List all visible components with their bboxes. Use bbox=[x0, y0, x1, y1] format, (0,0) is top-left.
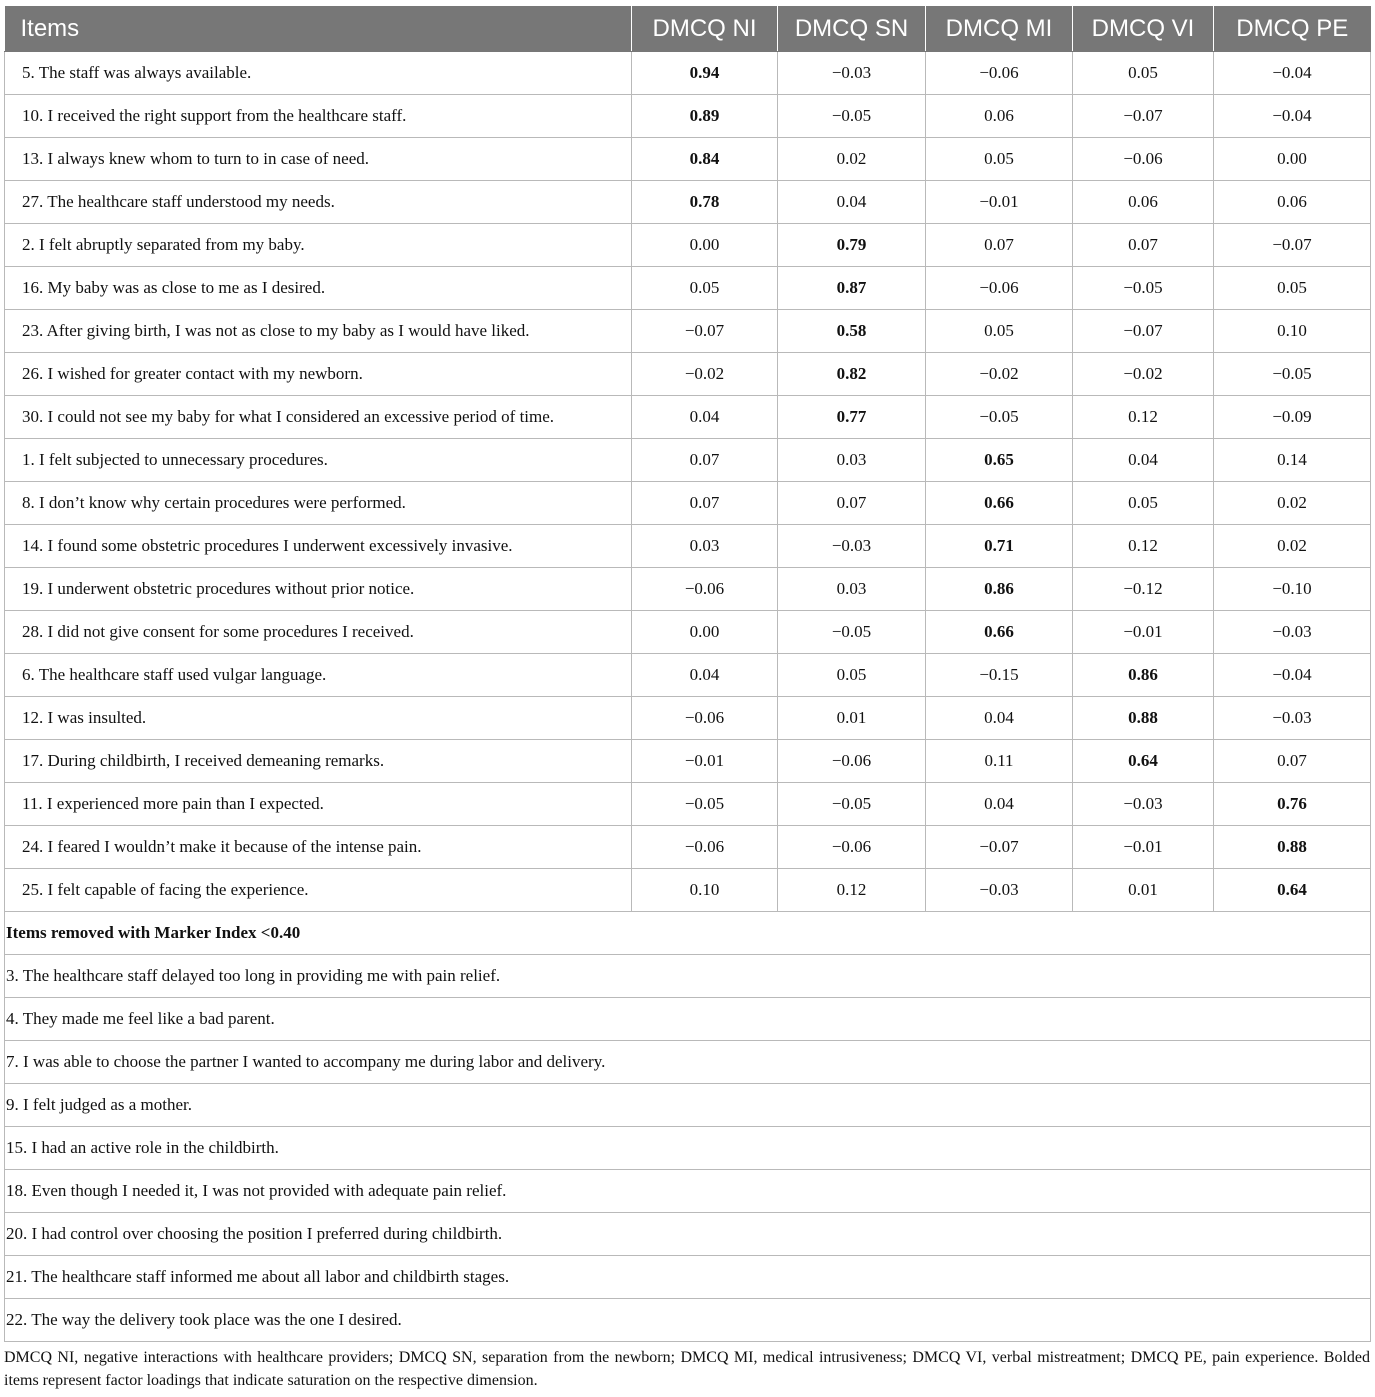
loading-value: 0.64 bbox=[1214, 869, 1371, 912]
item-label: 27. The healthcare staff understood my needs. bbox=[5, 181, 632, 224]
item-label: 30. I could not see my baby for what I considered an excessive period of time. bbox=[5, 396, 632, 439]
removed-item-row bbox=[5, 998, 1371, 1041]
loading-value: −0.06 bbox=[632, 826, 778, 869]
loading-value: 0.07 bbox=[926, 224, 1073, 267]
loading-value: 0.86 bbox=[1073, 654, 1214, 697]
item-label: 23. After giving birth, I was not as close to my baby as I would have liked. bbox=[5, 310, 632, 353]
loading-value: 0.58 bbox=[778, 310, 926, 353]
loading-value: 0.07 bbox=[1073, 224, 1214, 267]
table-row bbox=[5, 267, 1371, 310]
table-row bbox=[5, 482, 1371, 525]
column-header-ni: DMCQ NI bbox=[632, 6, 778, 52]
items-column-header: Items bbox=[5, 6, 632, 52]
loading-value: 0.04 bbox=[926, 783, 1073, 826]
table-row bbox=[5, 439, 1371, 482]
item-label: 28. I did not give consent for some procedures I received. bbox=[5, 611, 632, 654]
loading-value: 0.14 bbox=[1214, 439, 1371, 482]
loading-value: −0.02 bbox=[926, 353, 1073, 396]
loading-value: −0.05 bbox=[778, 783, 926, 826]
removed-section-row bbox=[5, 912, 1371, 955]
loading-value: −0.04 bbox=[1214, 52, 1371, 95]
column-header-mi: DMCQ MI bbox=[926, 6, 1073, 52]
loading-value: 0.64 bbox=[1073, 740, 1214, 783]
loading-value: 0.65 bbox=[926, 439, 1073, 482]
loading-value: 0.87 bbox=[778, 267, 926, 310]
loading-value: 0.04 bbox=[1073, 439, 1214, 482]
loading-value: 0.03 bbox=[778, 568, 926, 611]
loading-value: −0.02 bbox=[632, 353, 778, 396]
loading-value: −0.06 bbox=[778, 826, 926, 869]
loading-value: 0.04 bbox=[778, 181, 926, 224]
table-header-row bbox=[5, 6, 1371, 52]
loading-value: 0.10 bbox=[1214, 310, 1371, 353]
removed-item-row bbox=[5, 1127, 1371, 1170]
item-label: 13. I always knew whom to turn to in case of need. bbox=[5, 138, 632, 181]
table-row bbox=[5, 826, 1371, 869]
loading-value: −0.01 bbox=[1073, 611, 1214, 654]
loading-value: −0.03 bbox=[778, 525, 926, 568]
item-label: 10. I received the right support from the healthcare staff. bbox=[5, 95, 632, 138]
column-header-pe: DMCQ PE bbox=[1214, 6, 1371, 52]
loading-value: −0.05 bbox=[778, 611, 926, 654]
loading-value: −0.06 bbox=[632, 568, 778, 611]
loading-value: 0.07 bbox=[632, 482, 778, 525]
loading-value: 0.03 bbox=[632, 525, 778, 568]
loading-value: −0.05 bbox=[778, 95, 926, 138]
table-row bbox=[5, 310, 1371, 353]
loading-value: 0.02 bbox=[1214, 525, 1371, 568]
table-row bbox=[5, 783, 1371, 826]
loading-value: 0.05 bbox=[1073, 482, 1214, 525]
table-row bbox=[5, 611, 1371, 654]
loading-value: −0.07 bbox=[1073, 95, 1214, 138]
loading-value: −0.06 bbox=[926, 267, 1073, 310]
table-row bbox=[5, 568, 1371, 611]
item-label: 26. I wished for greater contact with my newborn. bbox=[5, 353, 632, 396]
loading-value: 0.77 bbox=[778, 396, 926, 439]
loading-value: 0.04 bbox=[632, 654, 778, 697]
table-row bbox=[5, 869, 1371, 912]
removed-item-row bbox=[5, 1256, 1371, 1299]
loading-value: 0.66 bbox=[926, 482, 1073, 525]
loading-value: −0.07 bbox=[1214, 224, 1371, 267]
loading-value: −0.02 bbox=[1073, 353, 1214, 396]
loading-value: −0.10 bbox=[1214, 568, 1371, 611]
removed-item: 3. The healthcare staff delayed too long in providing me with pain relief. bbox=[5, 955, 1371, 998]
loading-value: 0.06 bbox=[1073, 181, 1214, 224]
loading-value: 0.05 bbox=[1214, 267, 1371, 310]
item-label: 5. The staff was always available. bbox=[5, 52, 632, 95]
item-label: 2. I felt abruptly separated from my baby. bbox=[5, 224, 632, 267]
removed-item-row bbox=[5, 955, 1371, 998]
item-label: 25. I felt capable of facing the experience. bbox=[5, 869, 632, 912]
loading-value: −0.05 bbox=[1073, 267, 1214, 310]
loading-value: 0.02 bbox=[1214, 482, 1371, 525]
loading-value: −0.01 bbox=[1073, 826, 1214, 869]
table-row bbox=[5, 396, 1371, 439]
loading-value: 0.12 bbox=[1073, 396, 1214, 439]
loading-value: 0.78 bbox=[632, 181, 778, 224]
removed-section-title: Items removed with Marker Index <0.40 bbox=[5, 912, 1371, 955]
loading-value: 0.02 bbox=[778, 138, 926, 181]
removed-item-row bbox=[5, 1170, 1371, 1213]
loading-value: 0.05 bbox=[1073, 52, 1214, 95]
loading-value: 0.04 bbox=[632, 396, 778, 439]
loading-value: 0.06 bbox=[1214, 181, 1371, 224]
loading-value: 0.86 bbox=[926, 568, 1073, 611]
removed-item: 22. The way the delivery took place was the one I desired. bbox=[5, 1299, 1371, 1342]
loading-value: 0.05 bbox=[632, 267, 778, 310]
loading-value: −0.05 bbox=[926, 396, 1073, 439]
loading-value: −0.12 bbox=[1073, 568, 1214, 611]
table-row bbox=[5, 52, 1371, 95]
loading-value: −0.04 bbox=[1214, 654, 1371, 697]
loading-value: 0.04 bbox=[926, 697, 1073, 740]
loading-value: −0.06 bbox=[778, 740, 926, 783]
loading-value: −0.05 bbox=[632, 783, 778, 826]
table-row bbox=[5, 353, 1371, 396]
loading-value: 0.05 bbox=[778, 654, 926, 697]
removed-item: 20. I had control over choosing the position I preferred during childbirth. bbox=[5, 1213, 1371, 1256]
loading-value: −0.03 bbox=[778, 52, 926, 95]
factor-loadings-table bbox=[4, 6, 1371, 1342]
loading-value: −0.06 bbox=[1073, 138, 1214, 181]
loading-value: 0.00 bbox=[632, 224, 778, 267]
loading-value: −0.03 bbox=[1214, 697, 1371, 740]
loading-value: −0.07 bbox=[632, 310, 778, 353]
loading-value: 0.79 bbox=[778, 224, 926, 267]
removed-item: 4. They made me feel like a bad parent. bbox=[5, 998, 1371, 1041]
loadings-table-wrapper bbox=[4, 6, 1370, 1342]
loading-value: −0.03 bbox=[926, 869, 1073, 912]
loading-value: −0.05 bbox=[1214, 353, 1371, 396]
table-row bbox=[5, 181, 1371, 224]
loading-value: −0.01 bbox=[926, 181, 1073, 224]
column-header-vi: DMCQ VI bbox=[1073, 6, 1214, 52]
table-row bbox=[5, 654, 1371, 697]
item-label: 12. I was insulted. bbox=[5, 697, 632, 740]
loading-value: −0.07 bbox=[926, 826, 1073, 869]
loading-value: 0.94 bbox=[632, 52, 778, 95]
item-label: 17. During childbirth, I received demeaning remarks. bbox=[5, 740, 632, 783]
loading-value: −0.15 bbox=[926, 654, 1073, 697]
table-row bbox=[5, 95, 1371, 138]
item-label: 14. I found some obstetric procedures I underwent excessively invasive. bbox=[5, 525, 632, 568]
table-footnote: DMCQ NI, negative interactions with healthcare providers; DMCQ SN, separation from the newborn; DMCQ MI, medical intrusiveness; DMCQ VI, verbal mistreatment; DMCQ PE, pain experience. Bolded items represent factor loadings that indicate saturation on the respective dimension. bbox=[4, 1349, 1370, 1389]
loading-value: 0.82 bbox=[778, 353, 926, 396]
loading-value: 0.07 bbox=[778, 482, 926, 525]
loading-value: 0.05 bbox=[926, 138, 1073, 181]
loading-value: 0.12 bbox=[1073, 525, 1214, 568]
loading-value: −0.06 bbox=[926, 52, 1073, 95]
removed-item-row bbox=[5, 1299, 1371, 1342]
loading-value: 0.89 bbox=[632, 95, 778, 138]
loading-value: 0.88 bbox=[1073, 697, 1214, 740]
table-row bbox=[5, 740, 1371, 783]
item-label: 16. My baby was as close to me as I desired. bbox=[5, 267, 632, 310]
loading-value: 0.05 bbox=[926, 310, 1073, 353]
loading-value: −0.04 bbox=[1214, 95, 1371, 138]
item-label: 1. I felt subjected to unnecessary procedures. bbox=[5, 439, 632, 482]
column-header-sn: DMCQ SN bbox=[778, 6, 926, 52]
table-row bbox=[5, 224, 1371, 267]
loading-value: 0.01 bbox=[1073, 869, 1214, 912]
removed-item: 18. Even though I needed it, I was not provided with adequate pain relief. bbox=[5, 1170, 1371, 1213]
loading-value: 0.03 bbox=[778, 439, 926, 482]
table-body bbox=[5, 52, 1371, 1342]
loading-value: −0.06 bbox=[632, 697, 778, 740]
loading-value: −0.03 bbox=[1214, 611, 1371, 654]
loading-value: 0.76 bbox=[1214, 783, 1371, 826]
item-label: 6. The healthcare staff used vulgar language. bbox=[5, 654, 632, 697]
loading-value: 0.01 bbox=[778, 697, 926, 740]
loading-value: 0.11 bbox=[926, 740, 1073, 783]
loading-value: 0.07 bbox=[632, 439, 778, 482]
loading-value: 0.07 bbox=[1214, 740, 1371, 783]
item-label: 24. I feared I wouldn’t make it because of the intense pain. bbox=[5, 826, 632, 869]
table-row bbox=[5, 138, 1371, 181]
removed-item: 7. I was able to choose the partner I wanted to accompany me during labor and delivery. bbox=[5, 1041, 1371, 1084]
item-label: 8. I don’t know why certain procedures were performed. bbox=[5, 482, 632, 525]
table-row bbox=[5, 697, 1371, 740]
removed-item: 9. I felt judged as a mother. bbox=[5, 1084, 1371, 1127]
loading-value: 0.00 bbox=[1214, 138, 1371, 181]
removed-item: 15. I had an active role in the childbirth. bbox=[5, 1127, 1371, 1170]
loading-value: −0.01 bbox=[632, 740, 778, 783]
loading-value: 0.06 bbox=[926, 95, 1073, 138]
loading-value: −0.07 bbox=[1073, 310, 1214, 353]
removed-item-row bbox=[5, 1041, 1371, 1084]
loading-value: 0.88 bbox=[1214, 826, 1371, 869]
loading-value: −0.03 bbox=[1073, 783, 1214, 826]
loading-value: 0.00 bbox=[632, 611, 778, 654]
removed-item-row bbox=[5, 1084, 1371, 1127]
item-label: 19. I underwent obstetric procedures without prior notice. bbox=[5, 568, 632, 611]
loading-value: 0.66 bbox=[926, 611, 1073, 654]
loading-value: 0.84 bbox=[632, 138, 778, 181]
loading-value: 0.71 bbox=[926, 525, 1073, 568]
loading-value: 0.12 bbox=[778, 869, 926, 912]
removed-item: 21. The healthcare staff informed me about all labor and childbirth stages. bbox=[5, 1256, 1371, 1299]
table-row bbox=[5, 525, 1371, 568]
item-label: 11. I experienced more pain than I expected. bbox=[5, 783, 632, 826]
loading-value: 0.10 bbox=[632, 869, 778, 912]
loading-value: −0.09 bbox=[1214, 396, 1371, 439]
removed-item-row bbox=[5, 1213, 1371, 1256]
